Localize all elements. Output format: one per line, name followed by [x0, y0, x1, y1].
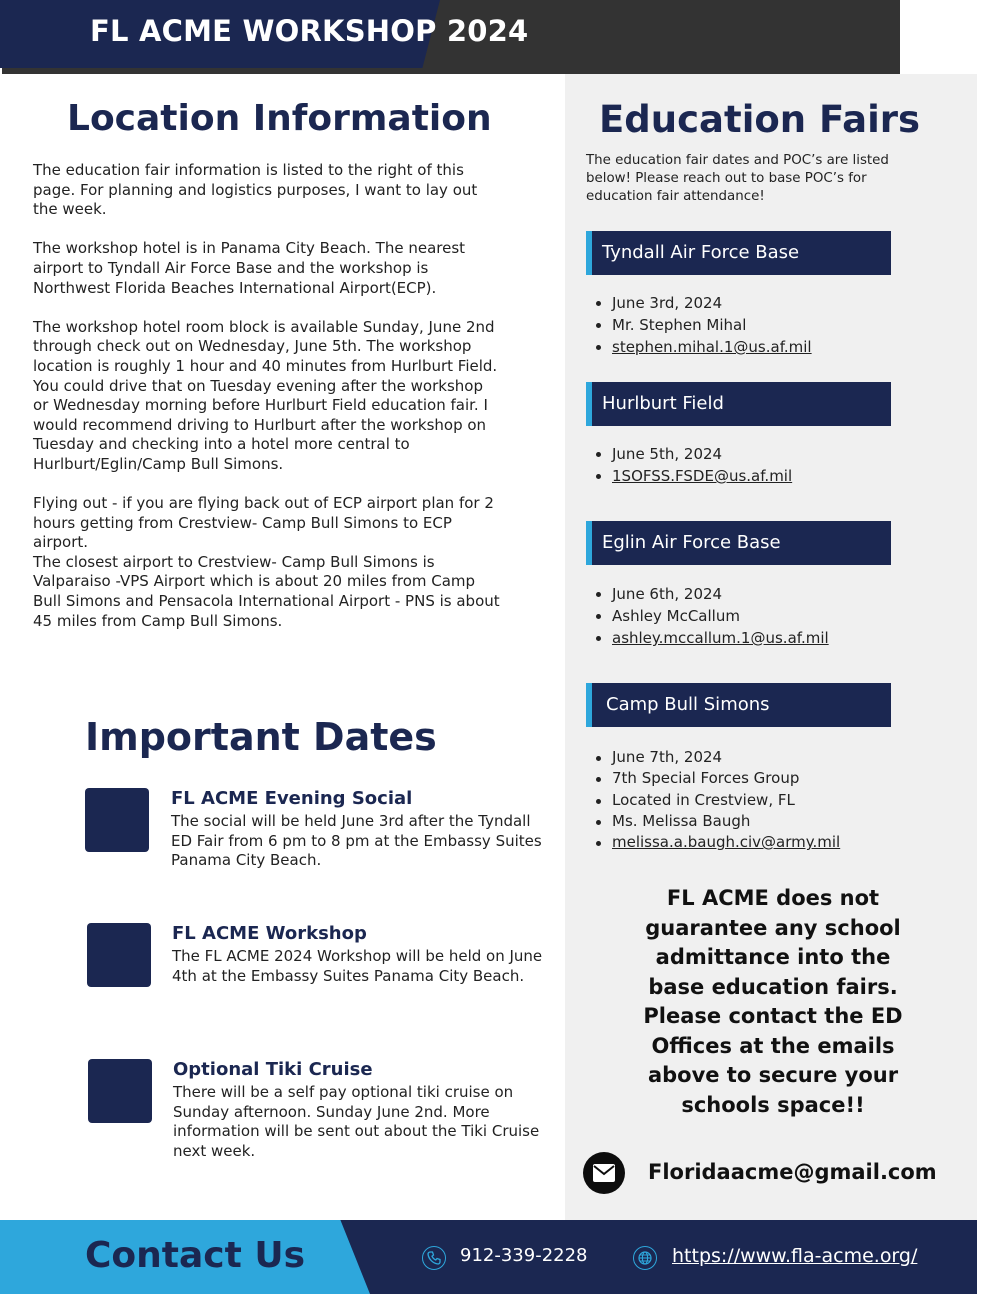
list-item: Ms. Melissa Baugh [612, 811, 912, 832]
list-item: Located in Crestview, FL [612, 790, 912, 811]
event-body: There will be a self pay optional tiki cruise on Sunday afternoon. Sunday June 2nd. More information will be sent out about the Tiki Cruise next week. [173, 1083, 540, 1160]
fairs-title: Education Fairs [599, 98, 921, 141]
event-body: The social will be held June 3rd after the Tyndall ED Fair from 6 pm to 8 pm at the Embassy Suites Panama City Beach. [171, 812, 542, 870]
globe-icon [633, 1246, 657, 1270]
email-link[interactable]: ashley.mccallum.1@us.af.mil [612, 627, 912, 649]
base-header-eglin: Eglin Air Force Base [586, 521, 891, 565]
event-square-icon [88, 1059, 152, 1123]
location-title: Location Information [67, 98, 492, 139]
base-header-hurlburt: Hurlburt Field [586, 382, 891, 426]
list-item: Ashley McCallum [612, 605, 912, 627]
envelope-icon [583, 1152, 625, 1194]
event-title: Optional Tiki Cruise [173, 1059, 373, 1080]
contact-website[interactable]: https://www.fla-acme.org/ [672, 1245, 918, 1267]
base-list-eglin [612, 583, 912, 649]
disclaimer-text: FL ACME does not guarantee any school admittance into the base education fairs. Please contact the ED Offices at the emails above to secure your schools space!! [643, 886, 903, 1117]
base-list-tyndall [612, 292, 912, 358]
email-link[interactable]: 1SOFSS.FSDE@us.af.mil [612, 465, 912, 487]
event-title: FL ACME Workshop [172, 923, 367, 944]
base-list-camp-bull-simons [612, 747, 912, 853]
location-paragraph: The workshop hotel room block is available Sunday, June 2nd through check out on Wednesday, June 5th. The workshop location is roughly 1 hour and 40 minutes from Hurlburt Field. You could drive that on Tuesday evening after the workshop or Wednesday morning before Hurlburt Field education fair. I would recommend driving to Hurlburt after the workshop on Tuesday and checking into a hotel more central to Hurlburt/Eglin/Camp Bull Simons. [33, 317, 498, 473]
base-list-hurlburt [612, 443, 912, 487]
base-header-camp-bull-simons: Camp Bull Simons [586, 683, 891, 727]
location-paragraph: The closest airport to Crestview- Camp Bull Simons is Valparaiso -VPS Airport which is about 20 miles from Camp Bull Simons and Pensacola International Airport - PNS is about 45 miles from Camp Bull Simons. [33, 552, 500, 630]
event-square-icon [87, 923, 151, 987]
contact-title: Contact Us [85, 1235, 306, 1276]
location-paragraph: Flying out - if you are flying back out of ECP airport plan for 2 hours getting from Crestview- Camp Bull Simons to ECP airport. [33, 494, 494, 552]
contact-phone[interactable]: 912-339-2228 [460, 1245, 588, 1266]
contact-email[interactable]: Floridaacme@gmail.com [648, 1160, 937, 1184]
list-item: 7th Special Forces Group [612, 768, 912, 789]
event-square-icon [85, 788, 149, 852]
list-item: June 3rd, 2024 [612, 292, 912, 314]
email-link[interactable]: stephen.mihal.1@us.af.mil [612, 336, 912, 358]
list-item: June 5th, 2024 [612, 443, 912, 465]
fairs-intro: The education fair dates and POC’s are listed below! Please reach out to base POC’s for education fair attendance! [586, 153, 889, 204]
dates-title: Important Dates [85, 715, 437, 759]
event-tiki-cruise [85, 1059, 555, 1169]
base-header-tyndall: Tyndall Air Force Base [586, 231, 891, 275]
location-paragraph: The education fair information is listed to the right of this page. For planning and logistics purposes, I want to lay out the week. [33, 161, 478, 219]
event-title: FL ACME Evening Social [171, 788, 413, 809]
list-item: June 6th, 2024 [612, 583, 912, 605]
location-paragraph: The workshop hotel is in Panama City Beach. The nearest airport to Tyndall Air Force Base and the workshop is Northwest Florida Beaches International Airport(ECP). [33, 239, 466, 297]
list-item: June 7th, 2024 [612, 747, 912, 768]
event-body: The FL ACME 2024 Workshop will be held on June 4th at the Embassy Suites Panama City Beach. [172, 947, 543, 985]
event-workshop [85, 923, 555, 1013]
event-social [85, 788, 555, 878]
location-body [33, 161, 503, 631]
email-link[interactable]: melissa.a.baugh.civ@army.mil [612, 832, 912, 853]
list-item: Mr. Stephen Mihal [612, 314, 912, 336]
phone-icon [422, 1246, 446, 1270]
page-title: FL ACME WORKSHOP 2024 [90, 14, 529, 48]
